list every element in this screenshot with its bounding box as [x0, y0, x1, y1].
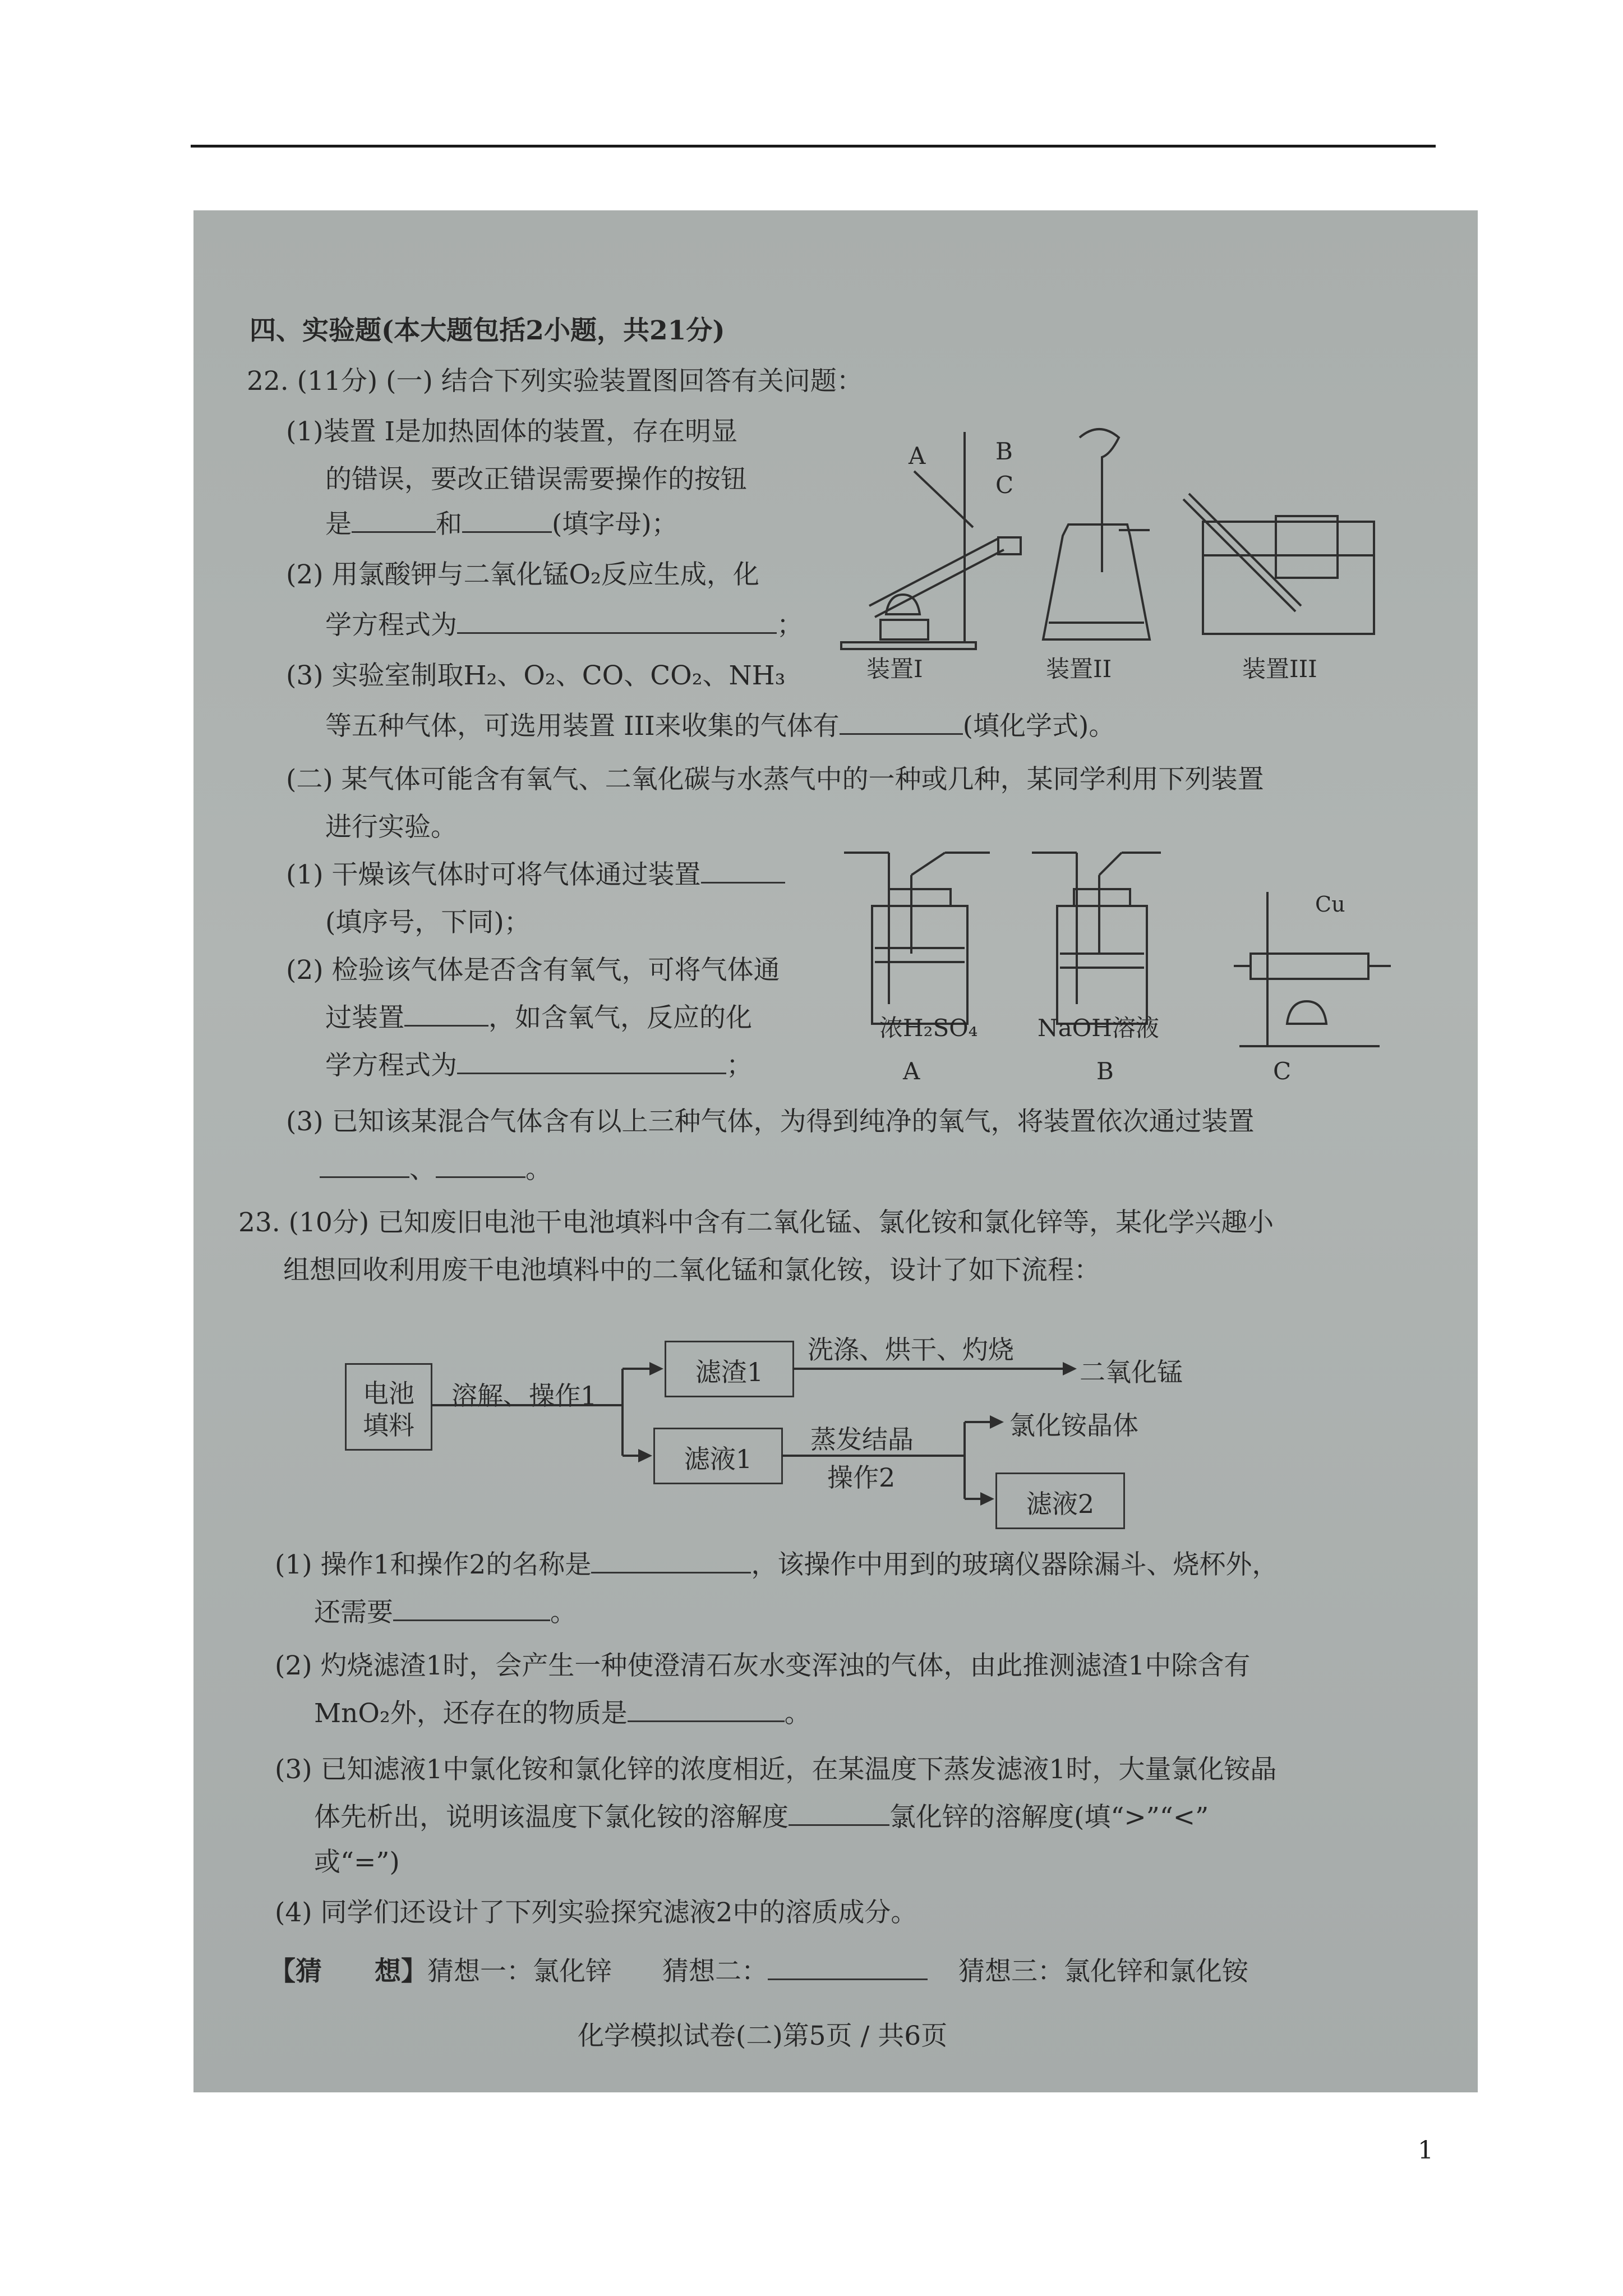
answer-blank[interactable]: [768, 1956, 928, 1980]
q22-1-line2: 的错误，要改正错误需要操作的按钮: [325, 464, 747, 495]
q23-intro-line2: 组想回收利用废干电池填料中的二氧化锰和氯化铵，设计了如下流程：: [283, 1255, 1100, 1286]
step-op2-label: 操作2: [827, 1462, 896, 1493]
section-heading: 四、实验题(本大题包括2小题，共21分): [250, 315, 725, 346]
q23-3-line2: [314, 1801, 1209, 1834]
text: 和: [436, 509, 462, 540]
text: (1) 干燥该气体时可将气体通过装置: [286, 859, 701, 890]
answer-blank[interactable]: [789, 1802, 889, 1826]
q22-3-line1: (3) 实验室制取H₂、O₂、CO、CO₂、NH₃: [286, 660, 786, 691]
answer-blank[interactable]: [628, 1698, 785, 1722]
text: MnO₂外，还存在的物质是: [314, 1698, 628, 1729]
text: 、: [409, 1154, 436, 1185]
text: 氯化锌的溶解度(填“>”“<”: [889, 1802, 1209, 1833]
answer-blank[interactable]: [591, 1549, 751, 1573]
copper-label: Cu: [1315, 892, 1345, 917]
page-number: 1: [1418, 2136, 1433, 2165]
text: 等五种气体，可选用装置 III来收集的气体有: [325, 711, 840, 742]
knob-A-label: A: [909, 442, 926, 470]
q22-s1-line2: (填序号，下同)；: [325, 907, 531, 938]
guess-two-label: 猜想二：: [662, 1956, 768, 1987]
text: 是: [325, 509, 352, 540]
guess-one: 猜想一：氯化锌: [427, 1956, 612, 1987]
text: ；: [726, 1050, 753, 1081]
q23-1-line2: [314, 1596, 577, 1630]
reagent-A-label: 浓H₂SO₄: [879, 1014, 978, 1042]
q23-4-line: (4) 同学们还设计了下列实验探究滤液2中的溶质成分。: [275, 1897, 917, 1928]
residue1-label: 滤渣1: [695, 1357, 764, 1387]
q23-guesses: [269, 1955, 1248, 1989]
text: ，该操作中用到的玻璃仪器除漏斗、烧杯外，: [751, 1549, 1279, 1580]
apparatus-II-label: 装置II: [1046, 655, 1112, 683]
text: 。: [784, 1698, 811, 1729]
text: 。: [525, 1154, 552, 1185]
guess-label: 【猜 想】: [269, 1956, 427, 1987]
knob-C-label: C: [995, 471, 1014, 499]
q22-part2-line2: 进行实验。: [325, 812, 457, 843]
filtrate2-label: 滤液2: [1026, 1489, 1095, 1519]
apparatus-III-label: 装置III: [1242, 655, 1317, 683]
text: 还需要: [314, 1597, 393, 1628]
q23-2-line2: [314, 1697, 811, 1731]
q22-part2-line1: (二) 某气体可能含有氧气、二氧化碳与水蒸气中的一种或几种，某同学利用下列装置: [286, 764, 1264, 795]
text: 学方程式为: [325, 1050, 457, 1081]
text: 体先析出，说明该温度下氯化铵的溶解度: [314, 1802, 789, 1833]
q22-2-line1: (2) 用氯酸钾与二氧化锰O₂反应生成，化: [286, 559, 759, 590]
q22-s3-line1: (3) 已知该某混合气体含有以上三种气体，为得到纯净的氧气，将装置依次通过装置: [286, 1106, 1255, 1137]
knob-B-label: B: [995, 438, 1013, 465]
bottle-B-label: B: [1096, 1057, 1114, 1085]
q23-3-line1: (3) 已知滤液1中氯化铵和氯化锌的浓度相近，在某温度下蒸发滤液1时，大量氯化铵晶: [275, 1754, 1277, 1785]
mno2-label: 二氧化锰: [1080, 1357, 1183, 1387]
step-dissolve-label: 溶解、操作1: [451, 1381, 597, 1411]
text: 。: [550, 1597, 577, 1628]
q22-s2-line1: (2) 检验该气体是否含有氧气，可将气体通: [286, 955, 780, 986]
text: (1) 操作1和操作2的名称是: [275, 1549, 592, 1580]
text: (填字母)；: [552, 509, 678, 540]
guess-three: 猜想三：氯化锌和氯化铵: [958, 1956, 1248, 1987]
filtrate1-label: 滤液1: [684, 1444, 753, 1474]
apparatus-I-label: 装置I: [866, 655, 923, 683]
text: 过装置: [325, 1002, 404, 1033]
text: ，如含氧气，反应的化: [488, 1002, 752, 1033]
paper-footer: 化学模拟试卷(二)第5页 / 共6页: [578, 2021, 948, 2051]
nh4cl-crystal-label: 氯化铵晶体: [1009, 1410, 1138, 1441]
reagent-B-label: NaOH溶液: [1038, 1014, 1159, 1042]
battery-fill-label-2: 填料: [363, 1410, 414, 1441]
q23-3-line3: 或“=”): [314, 1847, 400, 1878]
q23-1-line1: [275, 1548, 1278, 1582]
tube-C-label: C: [1273, 1057, 1292, 1085]
text: ；: [777, 610, 803, 641]
q22-intro: 22. (11分) (一) 结合下列实验装置图回答有关问题：: [247, 366, 863, 397]
step-wash-label: 洗涤、烘干、灼烧: [808, 1335, 1014, 1365]
text: 学方程式为: [325, 610, 457, 641]
battery-fill-label-1: 电池: [363, 1378, 414, 1409]
step-evaporate-label: 蒸发结晶: [810, 1424, 914, 1455]
q22-1-line1: (1)装置 I是加热固体的装置，存在明显: [286, 416, 738, 447]
q23-2-line1: (2) 灼烧滤渣1时，会产生一种使澄清石灰水变浑浊的气体，由此推测滤渣1中除含有: [275, 1650, 1251, 1681]
text: (填化学式)。: [962, 711, 1115, 742]
answer-blank[interactable]: [393, 1597, 550, 1621]
q23-intro-line1: 23. (10分) 已知废旧电池干电池填料中含有二氧化锰、氯化铵和氯化锌等，某化学兴趣小: [238, 1207, 1274, 1238]
bottle-A-label: A: [903, 1057, 920, 1085]
